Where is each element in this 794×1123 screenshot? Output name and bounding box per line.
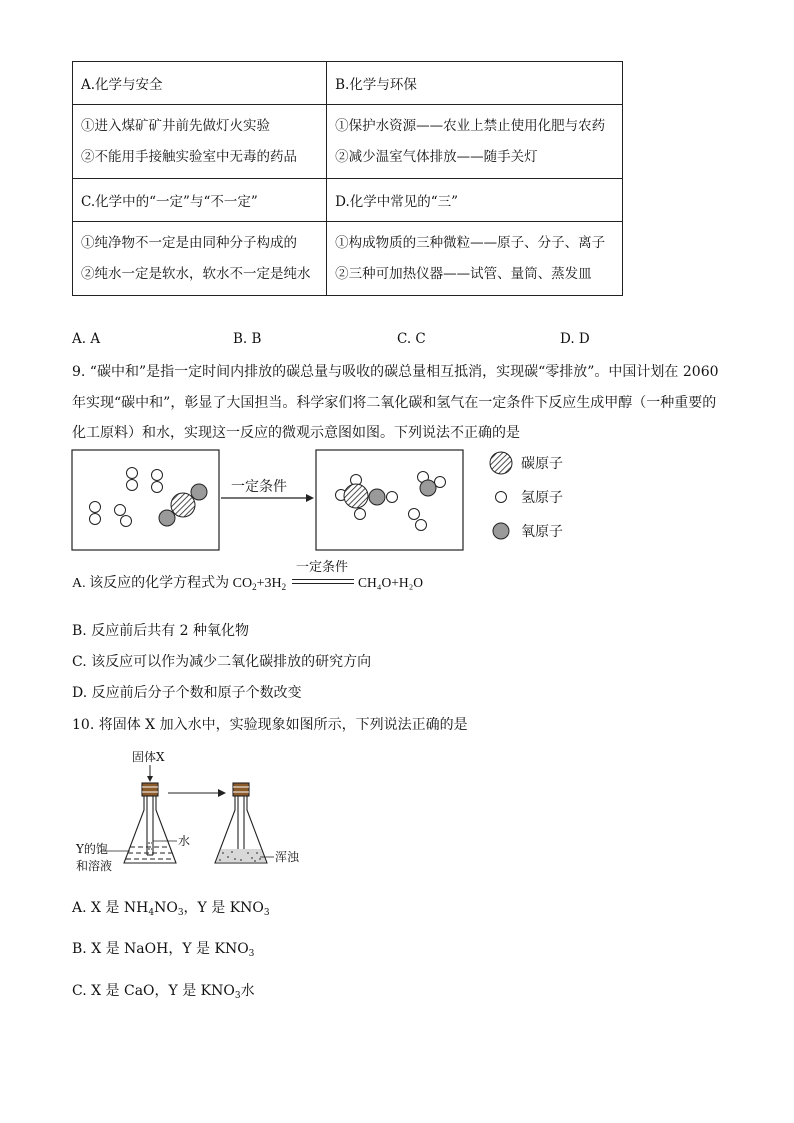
arrow-label: 一定条件 (231, 479, 287, 495)
cell-a-line-2: ②不能用手接触实验室中无毒的药品 (81, 148, 297, 165)
q10-option-b[interactable]: B. X 是 NaOH，Y 是 $KNO_3$ (72, 941, 255, 959)
cell-d-line-2: ②三种可加热仪器——试管、量筒、蒸发皿 (335, 265, 592, 282)
solid-x-label: 固体X (132, 750, 165, 764)
q10-stem: 10. 将固体 X 加入水中，实验现象如图所示，下列说法正确的是 (72, 717, 468, 733)
q10-experiment-diagram (70, 745, 330, 880)
q8-option-d[interactable]: D. D (560, 331, 590, 347)
legend-carbon (490, 452, 563, 474)
cell-c-head: C.化学中的“一定”与“不一定” (73, 179, 327, 222)
hydrogen-atom-icon (496, 492, 507, 503)
svg-text:氧原子: 氧原子 (521, 524, 563, 540)
reaction-condition-label: 一定条件 (295, 560, 348, 575)
cell-d-body (327, 222, 623, 296)
q9-option-d[interactable]: D. 反应前后分子个数和原子个数改变 (72, 685, 302, 701)
svg-text:氢原子: 氢原子 (521, 490, 563, 506)
cell-b-line-2: ②减少温室气体排放——随手关灯 (335, 148, 538, 165)
legend-hydrogen (496, 490, 564, 506)
water-label: 水 (178, 834, 191, 848)
equation-line-bottom (292, 583, 354, 584)
cell-a-head: A.化学与安全 (73, 62, 327, 105)
cell-b-line-1: ①保护水资源——农业上禁止使用化肥与农药 (335, 117, 606, 134)
cell-d-line-1: ①构成物质的三种微粒——原子、分子、离子 (335, 234, 606, 251)
water-molecule (418, 472, 446, 497)
legend-oxygen (493, 523, 563, 540)
q9-option-a-products: CH₄O+H₂O (358, 575, 424, 590)
co2-molecule (159, 484, 207, 526)
solution-label-1: Y的饱 (76, 842, 108, 856)
cell-a-body (73, 105, 327, 179)
h2-molecule (127, 468, 138, 491)
q9-stem-line-2: 年实现“碳中和”，彰显了大国担当。科学家们将二氧化碳和氢气在一定条件下反应生成甲醇（一种重要的 (72, 395, 717, 411)
turbid-label: 浑浊 (275, 850, 300, 864)
h2-molecule (152, 470, 163, 493)
q10-option-a[interactable]: A. X 是 $NH_4NO_3$，Y 是 $KNO_3$ (72, 900, 270, 918)
q9-option-c[interactable]: C. 该反应可以作为减少二氧化碳排放的研究方向 (72, 654, 372, 670)
h2-molecule (115, 505, 132, 527)
cell-b-body (327, 105, 623, 179)
q9-stem-line-1: 9. “碳中和”是指一定时间内排放的碳总量与吸收的碳总量相互抵消，实现碳“零排放”。中国计划在 2060 (72, 364, 719, 380)
h2-molecule (409, 509, 427, 531)
carbon-atom-icon (490, 452, 512, 474)
q9-option-b[interactable]: B. 反应前后共有 2 种氧化物 (72, 623, 249, 639)
cell-b-head: B.化学与环保 (327, 62, 623, 105)
solution-label-2: 和溶液 (76, 859, 113, 873)
flask-before (124, 783, 176, 863)
arrow-head (306, 494, 314, 502)
h2-molecule (90, 502, 101, 525)
q8-option-a[interactable]: A. A (72, 331, 101, 347)
equation-line-top (292, 579, 354, 580)
q9-stem-line-3: 化工原料）和水，实现这一反应的微观示意图如图。下列说法不正确的是 (72, 425, 520, 441)
flask-after (215, 783, 267, 863)
q8-option-c[interactable]: C. C (397, 331, 426, 347)
cell-a-line-1: ①进入煤矿矿井前先做灯火实验 (81, 117, 270, 134)
q9-option-a[interactable]: A. 该反应的化学方程式为 $CO_2+3H_2$ (72, 576, 287, 592)
oxygen-atom-icon (493, 523, 509, 539)
cell-c-body (73, 222, 327, 296)
q8-option-b[interactable]: B. B (233, 331, 262, 347)
q9-reaction-diagram (0, 440, 620, 560)
cell-c-line-2: ②纯水一定是软水，软水不一定是纯水 (81, 265, 311, 282)
cell-c-line-1: ①纯净物不一定是由同种分子构成的 (81, 234, 297, 251)
svg-text:碳原子: 碳原子 (521, 456, 563, 472)
methanol-molecule (336, 475, 398, 520)
q10-option-c[interactable]: C. X 是 CaO，Y 是 $KNO_3$水 (72, 983, 255, 1001)
q8-option-table (72, 61, 623, 296)
cell-d-head: D.化学中常见的“三” (327, 179, 623, 222)
